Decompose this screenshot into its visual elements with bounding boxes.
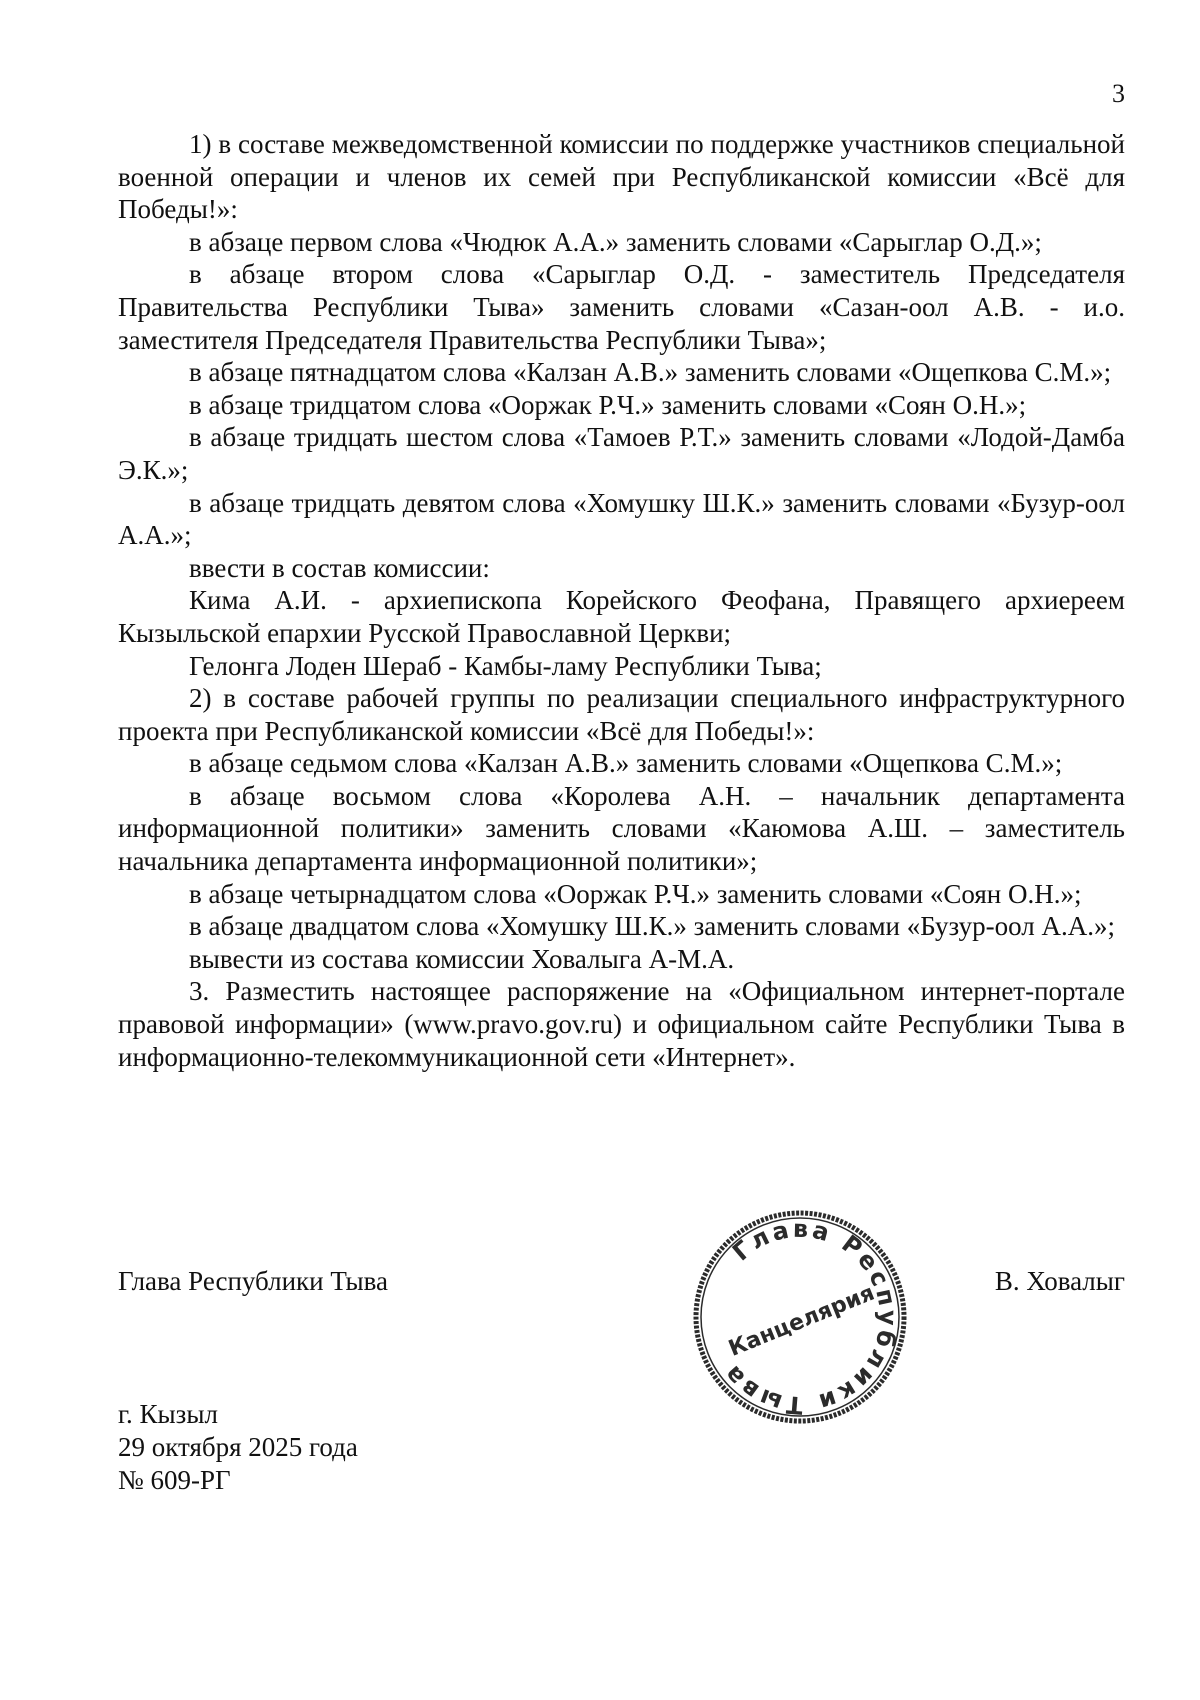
paragraph-add-members: ввести в состав комиссии: [189,552,490,583]
paragraph-fifteenth-abzac: в абзаце пятнадцатом слова «Калзан А.В.» заменить словами «Ощепкова С.М.»; [189,357,1112,388]
paragraph-first-abzac: в абзаце первом слова «Чюдюк А.А.» заменить словами «Сарыглар О.Д.»; [189,226,1042,257]
paragraph-thirty-ninth-abzac: в абзаце тридцать девятом слова «Хомушку Ш.К.» заменить словами «Бузур-оол А.А.»; [118,487,1125,551]
signer-position: Глава Республики Тыва [118,1266,389,1296]
paragraph-thirtieth-abzac: в абзаце тридцатом слова «Ооржак Р.Ч.» заменить словами «Соян О.Н.»; [189,389,1027,420]
paragraph-member-gelong: Гелонга Лоден Шераб - Камбы-ламу Республики Тыва; [189,650,822,681]
footer-number: № 609-РГ [118,1465,231,1495]
paragraph-item-1: 1) в составе межведомственной комиссии по поддержке участников специальной военной операции и членов их семей при Республиканской комиссии «Всё для Победы!»: [118,129,1125,225]
document-footer [118,1398,358,1497]
signature-block [118,1265,1125,1305]
footer-city: г. Кызыл [118,1399,218,1429]
stamp-center-text: Канцелярия [725,1280,879,1362]
paragraph-member-kim: Кима А.И. - архиепископа Корейского Феофана, Правящего архиереем Кызыльской епархии Русской Православной Церкви; [118,585,1125,648]
signer-name: В. Ховалыг [994,1266,1125,1296]
paragraph-thirty-sixth-abzac: в абзаце тридцать шестом слова «Тамоев Р.Т.» заменить словами «Лодой-Дамба Э.К.»; [118,422,1125,485]
paragraph-item-3: 3. Разместить настоящее распоряжение на «Официальном интернет-портале правовой информации» (www.pravo.gov.ru) и официальном сайте Республики Тыва в информационно-телекоммуникационной сети «Интернет». [118,976,1125,1072]
paragraph-fourteenth-abzac: в абзаце четырнадцатом слова «Ооржак Р.Ч.» заменить словами «Соян О.Н.»; [189,878,1082,909]
paragraph-eighth-abzac: в абзаце восьмом слова «Королева А.Н. – начальник департамента информационной политики» заменить словами «Каюмова А.Ш. – заместитель начальника департамента информационной политики»; [118,780,1125,877]
paragraph-seventh-abzac: в абзаце седьмом слова «Калзан А.В.» заменить словами «Ощепкова С.М.»; [189,748,1063,779]
document-body [118,128,1125,1073]
stamp-ring-text: Глава Республики Тыва [716,1214,903,1420]
page-number: 3 [1112,79,1125,108]
paragraph-item-2: 2) в составе рабочей группы по реализации специального инфраструктурного проекта при Республиканской комиссии «Всё для Победы!»: [118,683,1125,746]
stamp-seal [689,1206,911,1428]
paragraph-second-abzac: в абзаце втором слова «Сарыглар О.Д. - заместитель Председателя Правительства Республики Тыва» заменить словами «Сазан-оол А.В. - и.о. заместителя Председателя Правительства Республики Тыва»; [118,259,1125,355]
paragraph-remove-member: вывести из состава комиссии Ховалыга А-М.А. [189,943,735,974]
office-stamp [689,1206,911,1428]
footer-date: 29 октября 2025 года [118,1432,358,1462]
paragraph-twentieth-abzac: в абзаце двадцатом слова «Хомушку Ш.К.» заменить словами «Бузур-оол А.А.»; [189,911,1116,942]
